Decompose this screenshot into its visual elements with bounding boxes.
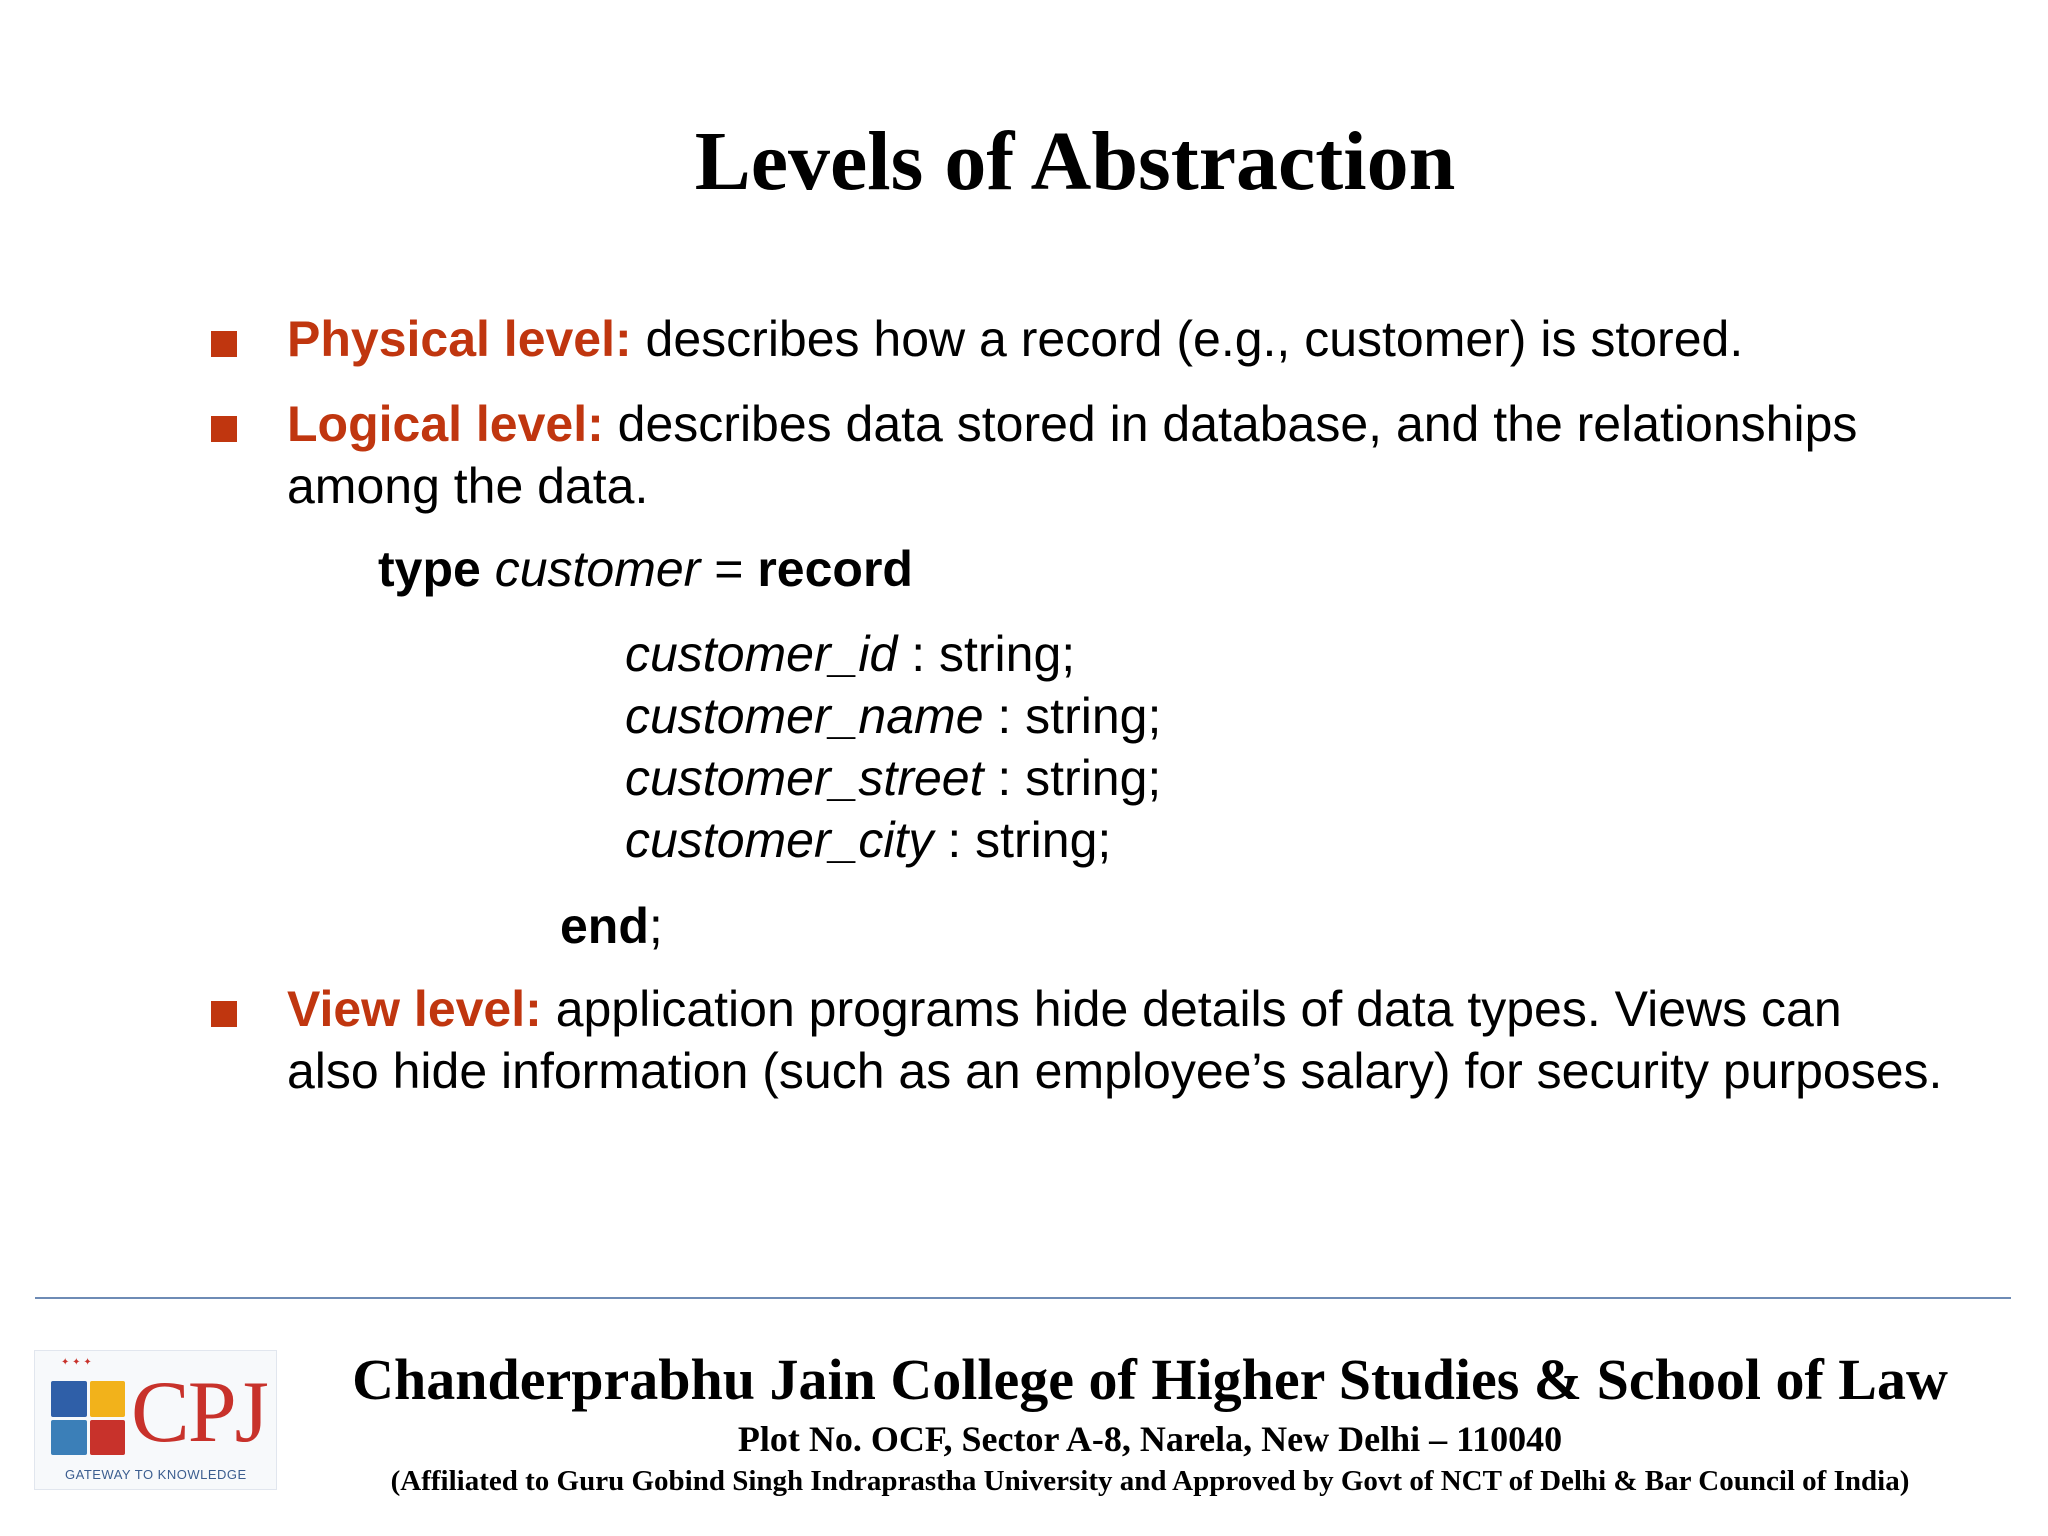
logo-quadrant-icon bbox=[51, 1420, 87, 1456]
bullet-text: describes how a record (e.g., customer) is stored. bbox=[631, 311, 1744, 367]
bullet-term: View level: bbox=[287, 981, 542, 1037]
college-address: Plot No. OCF, Sector A-8, Narela, New Delhi – 110040 bbox=[737, 1419, 1563, 1459]
code-end-line bbox=[560, 895, 663, 957]
code-field-line bbox=[625, 623, 1075, 685]
logo-text: CPJ bbox=[131, 1364, 267, 1461]
bullet-term: Logical level: bbox=[287, 396, 604, 452]
logo-quadrant-icon bbox=[90, 1420, 126, 1456]
bullet-text: describes data stored in database, and the relationships among the data. bbox=[287, 396, 1858, 514]
bullet-view-level bbox=[287, 978, 1947, 1102]
bullet-physical-level bbox=[287, 308, 1947, 370]
code-field-name: customer_street bbox=[625, 750, 984, 806]
code-keyword-record: record bbox=[757, 541, 913, 597]
code-field-type: : string; bbox=[933, 812, 1112, 868]
logo-quadrant-icon bbox=[51, 1381, 87, 1417]
code-type-name: customer bbox=[494, 541, 701, 597]
slide-title: Levels of Abstraction bbox=[694, 115, 1456, 208]
square-bullet-icon bbox=[211, 1001, 237, 1027]
code-field-name: customer_id bbox=[625, 626, 898, 682]
logo-emblem-icon: ✦ ✦ ✦ bbox=[61, 1357, 92, 1368]
code-field-line bbox=[625, 747, 1161, 809]
bullet-term: Physical level: bbox=[287, 311, 632, 367]
code-field-name: customer_city bbox=[625, 812, 934, 868]
footer-divider bbox=[35, 1297, 2011, 1299]
square-bullet-icon bbox=[211, 416, 237, 442]
code-field-line bbox=[625, 685, 1161, 747]
bullet-logical-level bbox=[287, 393, 1947, 517]
bullet-text: application programs hide details of data types. Views can also hide information (such as an employee’s salary) for security purposes. bbox=[287, 981, 1943, 1099]
code-field-line bbox=[625, 809, 1111, 871]
college-name: Chanderprabhu Jain College of Higher Studies & School of Law bbox=[352, 1347, 1948, 1412]
code-keyword-end: end bbox=[560, 898, 649, 954]
logo-tagline: GATEWAY TO KNOWLEDGE bbox=[65, 1467, 247, 1482]
college-affiliation: (Affiliated to Guru Gobind Singh Indraprastha University and Approved by Govt of NCT of Delhi & Bar Council of India) bbox=[390, 1465, 1910, 1497]
code-equals: = bbox=[700, 541, 758, 597]
logo-shield-icon bbox=[51, 1381, 125, 1455]
code-field-type: : string; bbox=[983, 688, 1162, 744]
logo-quadrant-icon bbox=[90, 1381, 126, 1417]
code-field-name: customer_name bbox=[625, 688, 984, 744]
code-keyword-type: type bbox=[378, 541, 481, 597]
code-type-declaration bbox=[378, 538, 913, 600]
square-bullet-icon bbox=[211, 331, 237, 357]
code-field-type: : string; bbox=[983, 750, 1162, 806]
college-logo bbox=[34, 1350, 277, 1490]
code-field-type: : string; bbox=[897, 626, 1076, 682]
code-end-punct: ; bbox=[648, 898, 663, 954]
